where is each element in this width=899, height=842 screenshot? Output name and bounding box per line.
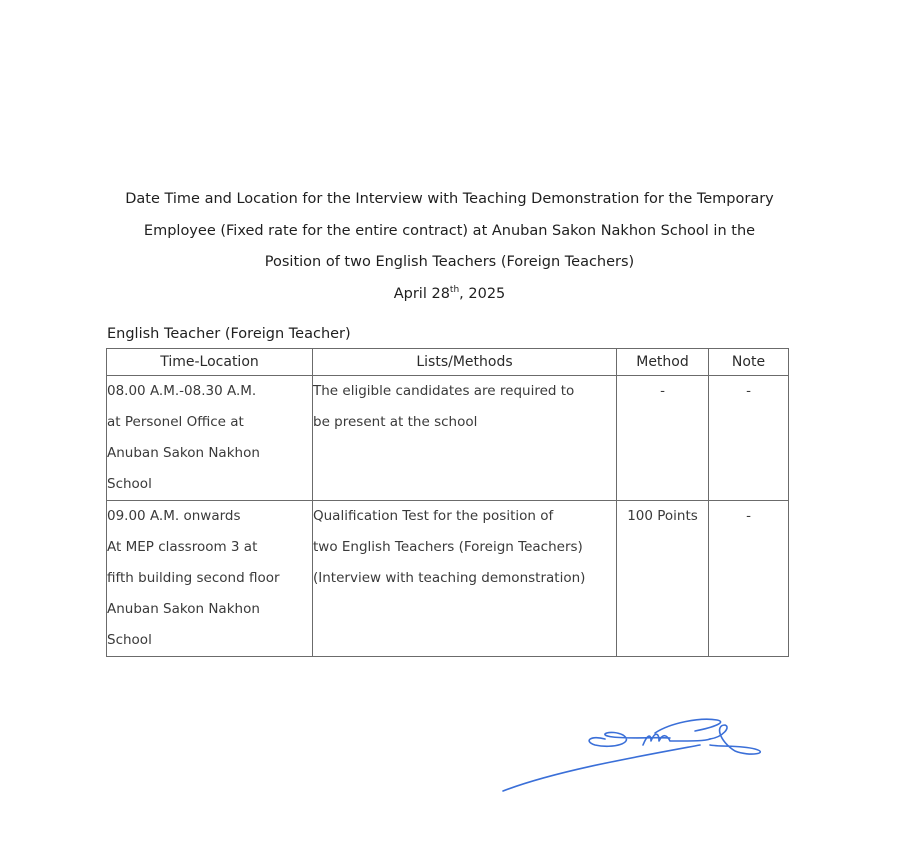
date-month-day: April 28 [393,285,450,302]
cell-note [709,501,789,657]
cell-method [617,376,709,501]
cell-line: 09.00 A.M. onwards [107,508,241,524]
header-lists-methods: Lists/Methods [313,349,617,376]
cell-line: 08.00 A.M.-08.30 A.M. [107,383,257,399]
cell-line: School [107,476,152,492]
header-time-location: Time-Location [107,349,313,376]
cell-line: The eligible candidates are required to [313,383,575,399]
signature [495,705,775,805]
cell-note [709,376,789,501]
date-year: , 2025 [459,285,506,302]
header-note: Note [709,349,789,376]
cell-line: - [746,383,751,399]
date-ordinal-suffix: th [449,284,460,295]
title-line-2: Employee (Fixed rate for the entire contract) at Anuban Sakon Nakhon School in the [143,222,756,239]
cell-lists-methods [313,376,617,501]
signature-stroke-tail [503,745,700,791]
signature-stroke-right-loop [710,725,760,754]
title-line-3: Position of two English Teachers (Foreign Teachers) [264,254,635,270]
cell-time-location [107,376,313,501]
cell-line: - [660,383,665,399]
cell-line: two English Teachers (Foreign Teachers) [313,539,583,555]
cell-time-location [107,501,313,657]
cell-line: (Interview with teaching demonstration) [313,570,586,586]
section-label: English Teacher (Foreign Teacher) [107,326,351,342]
cell-line: fifth building second floor [107,570,280,586]
cell-line: School [107,632,152,648]
document-title [0,184,899,310]
cell-line: 100 Points [627,508,698,524]
cell-line: Anuban Sakon Nakhon [107,601,260,617]
header-method: Method [617,349,709,376]
schedule-table [106,348,789,657]
cell-method [617,501,709,657]
signature-stroke-top-loop [655,719,721,733]
cell-line: be present at the school [313,414,478,430]
document-date [0,279,899,310]
signature-stroke-middle [643,734,710,745]
cell-lists-methods [313,501,617,657]
cell-line: - [746,508,751,524]
cell-line: Anuban Sakon Nakhon [107,445,260,461]
cell-line: Qualification Test for the position of [313,508,554,524]
table-row [107,501,789,657]
table-row [107,376,789,501]
cell-line: at Personel Office at [107,414,244,430]
table-header-row [107,349,789,376]
title-line-1: Date Time and Location for the Interview with Teaching Demonstration for the Temporary [125,191,774,207]
cell-line: At MEP classroom 3 at [107,539,258,555]
